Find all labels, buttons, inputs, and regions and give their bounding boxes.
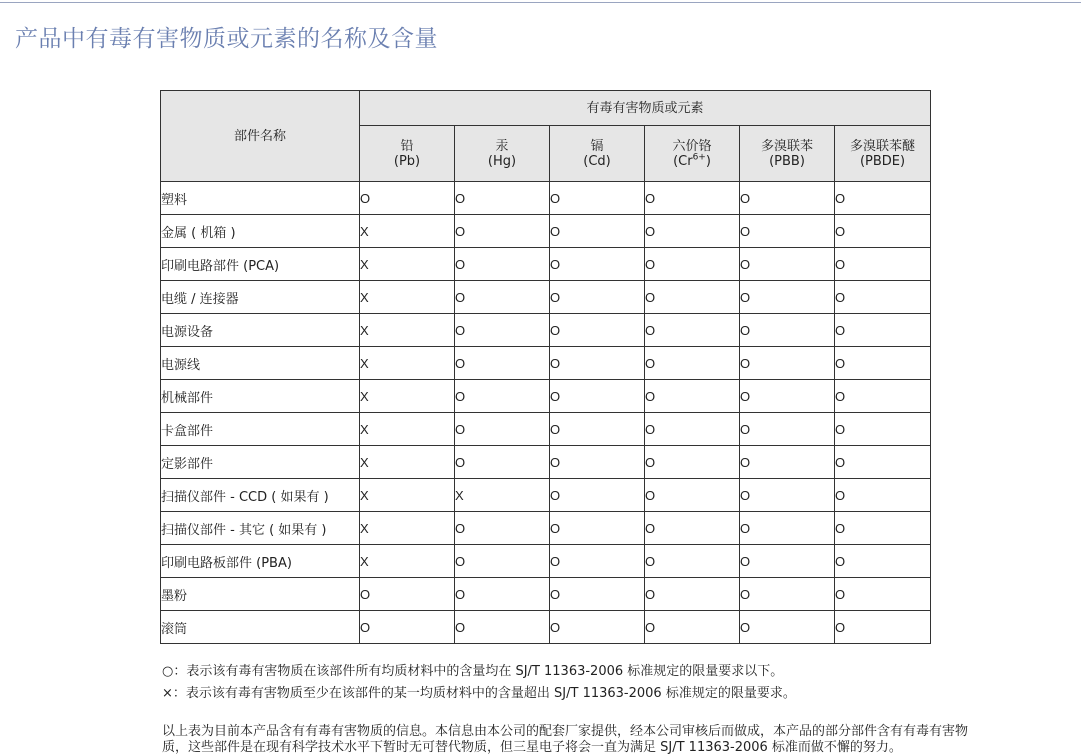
substance-name: 镉 bbox=[590, 138, 604, 154]
value-cell: O bbox=[835, 314, 931, 347]
part-name-cell: 机械部件 bbox=[161, 380, 360, 413]
value-cell: O bbox=[550, 347, 645, 380]
value-cell: O bbox=[835, 347, 931, 380]
value-cell: O bbox=[835, 215, 931, 248]
part-name-cell: 卡盒部件 bbox=[161, 413, 360, 446]
value-cell: O bbox=[740, 248, 835, 281]
value-cell: O bbox=[360, 611, 455, 644]
part-name-cell: 金属 ( 机箱 ) bbox=[161, 215, 360, 248]
value-cell: O bbox=[455, 182, 550, 215]
value-cell: O bbox=[455, 611, 550, 644]
value-cell: O bbox=[740, 314, 835, 347]
value-cell: O bbox=[645, 413, 740, 446]
value-cell: O bbox=[740, 578, 835, 611]
value-cell: O bbox=[550, 248, 645, 281]
table-row bbox=[161, 215, 931, 248]
substance-symbol-prefix: (Cr bbox=[673, 153, 693, 169]
substance-header-pbde bbox=[835, 126, 931, 182]
value-cell: O bbox=[740, 479, 835, 512]
value-cell: O bbox=[550, 281, 645, 314]
substance-symbol: (Hg) bbox=[487, 153, 517, 169]
value-cell: O bbox=[550, 512, 645, 545]
footer-statement bbox=[162, 724, 968, 756]
value-cell: O bbox=[740, 215, 835, 248]
value-cell: O bbox=[455, 347, 550, 380]
value-cell: O bbox=[455, 512, 550, 545]
value-cell: O bbox=[550, 215, 645, 248]
value-cell: O bbox=[835, 446, 931, 479]
value-cell: O bbox=[550, 413, 645, 446]
value-cell: O bbox=[550, 479, 645, 512]
value-cell: X bbox=[360, 380, 455, 413]
value-cell: O bbox=[645, 446, 740, 479]
value-cell: O bbox=[835, 578, 931, 611]
value-cell: X bbox=[360, 314, 455, 347]
value-cell: O bbox=[740, 512, 835, 545]
value-cell: O bbox=[835, 182, 931, 215]
substance-header-pbb bbox=[740, 126, 835, 182]
substance-header-cr6 bbox=[645, 126, 740, 182]
part-name-header: 部件名称 bbox=[161, 91, 360, 182]
table-row bbox=[161, 314, 931, 347]
part-name-cell: 电源线 bbox=[161, 347, 360, 380]
part-name-cell: 扫描仪部件 - 其它 ( 如果有 ) bbox=[161, 512, 360, 545]
value-cell: O bbox=[740, 545, 835, 578]
o-symbol-note: ○：表示该有毒有害物质在该部件所有均质材料中的含量均在 SJ/T 11363-2006 标准规定的限量要求以下。 bbox=[162, 664, 784, 679]
table-row bbox=[161, 611, 931, 644]
value-cell: O bbox=[835, 380, 931, 413]
value-cell: O bbox=[645, 611, 740, 644]
value-cell: O bbox=[835, 281, 931, 314]
part-name-cell: 印刷电路部件 (PCA) bbox=[161, 248, 360, 281]
value-cell: O bbox=[740, 611, 835, 644]
value-cell: O bbox=[550, 314, 645, 347]
substance-name: 多溴联苯醚 bbox=[850, 138, 916, 154]
part-name-cell: 电源设备 bbox=[161, 314, 360, 347]
substance-symbol-superscript: 6+ bbox=[692, 152, 706, 163]
page-title: 产品中有毒有害物质或元素的名称及含量 bbox=[15, 26, 438, 52]
value-cell: O bbox=[455, 215, 550, 248]
substance-name: 铅 bbox=[400, 138, 414, 154]
table-row bbox=[161, 479, 931, 512]
substance-symbol: (PBB) bbox=[769, 153, 805, 169]
value-cell: O bbox=[645, 248, 740, 281]
table-row bbox=[161, 182, 931, 215]
table-row bbox=[161, 512, 931, 545]
table-row bbox=[161, 248, 931, 281]
footer-line-1: 以上表为目前本产品含有有毒有害物质的信息。本信息由本公司的配套厂家提供，经本公司审核后而做成，本产品的部分部件含有有毒有害物 bbox=[162, 724, 969, 739]
value-cell: X bbox=[360, 281, 455, 314]
value-cell: O bbox=[455, 446, 550, 479]
table-row bbox=[161, 347, 931, 380]
value-cell: O bbox=[455, 248, 550, 281]
value-cell: X bbox=[360, 545, 455, 578]
table-row bbox=[161, 446, 931, 479]
value-cell: O bbox=[360, 578, 455, 611]
value-cell: O bbox=[740, 182, 835, 215]
value-cell: O bbox=[550, 578, 645, 611]
value-cell: O bbox=[645, 281, 740, 314]
value-cell: X bbox=[360, 248, 455, 281]
value-cell: O bbox=[550, 380, 645, 413]
table-body bbox=[161, 182, 931, 644]
footer-line-2: 质，这些部件是在现有科学技术水平下暂时无可替代物质，但三星电子将会一直为满足 SJ/T 11363-2006 标准而做不懈的努力。 bbox=[162, 740, 902, 755]
part-name-cell: 印刷电路板部件 (PBA) bbox=[161, 545, 360, 578]
substance-name: 多溴联苯 bbox=[760, 138, 813, 154]
value-cell: O bbox=[740, 446, 835, 479]
substance-symbol-suffix: ) bbox=[705, 153, 711, 169]
value-cell: O bbox=[645, 479, 740, 512]
value-cell: O bbox=[550, 446, 645, 479]
value-cell: O bbox=[835, 611, 931, 644]
part-name-cell: 墨粉 bbox=[161, 578, 360, 611]
value-cell: O bbox=[835, 479, 931, 512]
table-row bbox=[161, 578, 931, 611]
x-symbol-note: ×：表示该有毒有害物质至少在该部件的某一均质材料中的含量超出 SJ/T 11363-2006 标准规定的限量要求。 bbox=[162, 686, 796, 701]
value-cell: X bbox=[360, 479, 455, 512]
value-cell: O bbox=[835, 248, 931, 281]
part-name-cell: 滚筒 bbox=[161, 611, 360, 644]
value-cell: O bbox=[360, 182, 455, 215]
value-cell: O bbox=[645, 512, 740, 545]
part-name-cell: 塑料 bbox=[161, 182, 360, 215]
value-cell: O bbox=[455, 314, 550, 347]
value-cell: X bbox=[360, 215, 455, 248]
table-row bbox=[161, 413, 931, 446]
value-cell: O bbox=[835, 545, 931, 578]
value-cell: O bbox=[550, 611, 645, 644]
substance-header-cd bbox=[550, 126, 645, 182]
table-row bbox=[161, 281, 931, 314]
part-name-cell: 扫描仪部件 - CCD ( 如果有 ) bbox=[161, 479, 360, 512]
value-cell: O bbox=[645, 182, 740, 215]
part-name-cell: 定影部件 bbox=[161, 446, 360, 479]
table-row bbox=[161, 545, 931, 578]
hazardous-substances-table bbox=[160, 90, 931, 644]
substance-name: 汞 bbox=[495, 138, 509, 154]
value-cell: O bbox=[645, 545, 740, 578]
substance-header-pb bbox=[360, 126, 455, 182]
value-cell: O bbox=[455, 380, 550, 413]
value-cell: O bbox=[455, 545, 550, 578]
substance-symbol: (PBDE) bbox=[859, 153, 906, 169]
substance-group-header: 有毒有害物质或元素 bbox=[360, 91, 931, 126]
value-cell: X bbox=[455, 479, 550, 512]
value-cell: X bbox=[360, 347, 455, 380]
value-cell: X bbox=[360, 413, 455, 446]
value-cell: X bbox=[360, 512, 455, 545]
value-cell: O bbox=[740, 347, 835, 380]
value-cell: O bbox=[740, 281, 835, 314]
value-cell: X bbox=[360, 446, 455, 479]
value-cell: O bbox=[455, 413, 550, 446]
substance-header-hg bbox=[455, 126, 550, 182]
value-cell: O bbox=[550, 182, 645, 215]
part-name-cell: 电缆 / 连接器 bbox=[161, 281, 360, 314]
substance-symbol: (Pb) bbox=[393, 153, 421, 169]
legend-notes bbox=[162, 661, 796, 705]
value-cell: O bbox=[645, 380, 740, 413]
value-cell: O bbox=[740, 380, 835, 413]
substance-symbol: (Cd) bbox=[583, 153, 611, 169]
value-cell: O bbox=[740, 413, 835, 446]
value-cell: O bbox=[645, 215, 740, 248]
value-cell: O bbox=[645, 314, 740, 347]
substance-name: 六价铬 bbox=[672, 138, 712, 154]
value-cell: O bbox=[455, 281, 550, 314]
value-cell: O bbox=[455, 578, 550, 611]
value-cell: O bbox=[550, 545, 645, 578]
table-row bbox=[161, 380, 931, 413]
top-divider bbox=[0, 2, 1081, 3]
value-cell: O bbox=[645, 578, 740, 611]
value-cell: O bbox=[645, 347, 740, 380]
value-cell: O bbox=[835, 413, 931, 446]
value-cell: O bbox=[835, 512, 931, 545]
